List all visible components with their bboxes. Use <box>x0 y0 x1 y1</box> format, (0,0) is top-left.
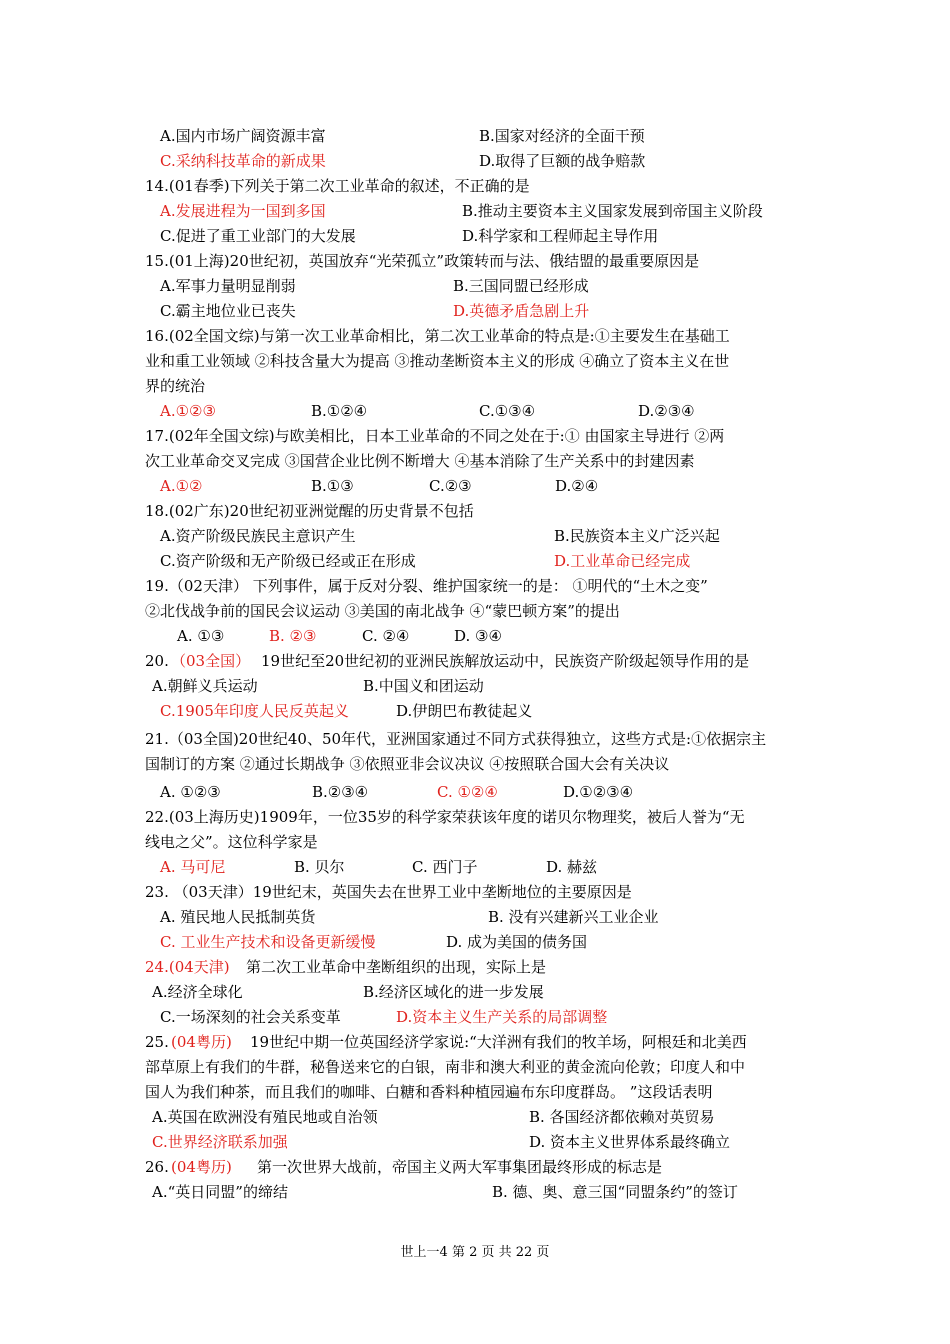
line-segment: 16.(02全国文综)与第一次工业革命相比，第二次工业革命的特点是:①主要发生在基础工 <box>145 327 730 345</box>
line-segment: D.科学家和工程师起主导作用 <box>462 227 659 245</box>
line-segment: 22.(03上海历史)1909年，一位35岁的科学家荣获该年度的诺贝尔物理奖，被后人誉为“无 <box>145 808 745 826</box>
line-segment: 17.(02年全国文综)与欧美相比，日本工业革命的不同之处在于:① 由国家主导进行 ②两 <box>145 427 725 445</box>
line-segment: 21.（03全国)20世纪40、50年代，亚洲国家通过不同方式获得独立，这些方式是:①依据宗主 <box>145 730 767 748</box>
line-segment: D. 资本主义世界体系最终确立 <box>529 1133 731 1151</box>
line-segment: A.资产阶级民族民主意识产生 <box>160 527 356 545</box>
line-segment: 14.(01春季)下列关于第二次工业革命的叙述，不正确的是 <box>145 177 530 195</box>
line-segment: B.三国同盟已经形成 <box>453 277 589 295</box>
line-segment: B.中国义和团运动 <box>363 677 484 695</box>
line-segment: A.经济全球化 <box>152 983 243 1001</box>
line-segment: D. 成为美国的债务国 <box>446 933 588 951</box>
line-segment: C. 西门子 <box>412 858 478 876</box>
line-segment: 国人为我们种茶，而且我们的咖啡、白糖和香料种植园遍布东印度群岛。 ”这段话表明 <box>145 1083 713 1101</box>
line-segment: A.国内市场广阔资源丰富 <box>160 127 326 145</box>
line-segment: 次工业革命交叉完成 ③国营企业比例不断增大 ④基本消除了生产关系中的封建因素 <box>145 452 695 470</box>
line-segment: C.一场深刻的社会关系变革 <box>160 1008 341 1026</box>
answer-text: C. ①②④ <box>437 783 498 801</box>
answer-text: C.1905年印度人民反英起义 <box>160 702 349 720</box>
line-segment: D.伊朗巴布教徒起义 <box>396 702 533 720</box>
line-segment: B.民族资本主义广泛兴起 <box>554 527 720 545</box>
line-segment: D.取得了巨额的战争赔款 <box>479 152 646 170</box>
line-segment: A. ①③ <box>177 627 225 645</box>
answer-text: （03全国） <box>171 652 251 670</box>
line-segment: 18.(02广东)20世纪初亚洲觉醒的历史背景不包括 <box>145 502 474 520</box>
line-segment: D. 赫兹 <box>546 858 598 876</box>
line-segment: 19世纪中期一位英国经济学家说:“大洋洲有我们的牧羊场，阿根廷和北美西 <box>250 1033 747 1051</box>
answer-text: D.工业革命已经完成 <box>554 552 691 570</box>
answer-text: (04粤历) <box>171 1033 232 1051</box>
line-segment: B.①③ <box>311 477 354 495</box>
answer-text: A. 马可尼 <box>160 858 226 876</box>
line-segment: 国制订的方案 ②通过长期战争 ③依照亚非会议决议 ④按照联合国大会有关决议 <box>145 755 670 773</box>
line-segment: B.国家对经济的全面干预 <box>479 127 645 145</box>
line-segment: B. 贝尔 <box>294 858 345 876</box>
answer-text: A.①② <box>160 477 203 495</box>
line-segment: 第一次世界大战前，帝国主义两大军事集团最终形成的标志是 <box>257 1158 663 1176</box>
line-segment: A. ①②③ <box>160 783 221 801</box>
answer-text: B. ②③ <box>269 627 317 645</box>
line-segment: C.霸主地位业已丧失 <box>160 302 296 320</box>
answer-text: D.资本主义生产关系的局部调整 <box>396 1008 608 1026</box>
answer-text: C.采纳科技革命的新成果 <box>160 152 326 170</box>
line-segment: 第二次工业革命中垄断组织的出现，实际上是 <box>246 958 547 976</box>
line-segment: 23. （03天津）19世纪末，英国失去在世界工业中垄断地位的主要原因是 <box>145 883 632 901</box>
line-segment: 15.(01上海)20世纪初，英国放弃“光荣孤立”政策转而与法、俄结盟的最重要原因是 <box>145 252 700 270</box>
answer-text: A.发展进程为一国到多国 <box>160 202 326 220</box>
line-segment: C. ②④ <box>362 627 410 645</box>
line-segment: B. 没有兴建新兴工业企业 <box>488 908 659 926</box>
line-segment: 业和重工业领域 ②科技含量大为提高 ③推动垄断资本主义的形成 ④确立了资本主义在世 <box>145 352 730 370</box>
answer-text: C.世界经济联系加强 <box>152 1133 288 1151</box>
line-segment: C.促进了重工业部门的大发展 <box>160 227 356 245</box>
line-segment: 线电之父”。这位科学家是 <box>145 833 318 851</box>
answer-text: 24.(04天津) <box>145 958 230 976</box>
line-segment: A.朝鲜义兵运动 <box>152 677 258 695</box>
line-segment: 25. <box>145 1033 169 1051</box>
page-footer: 世上一4 第 2 页 共 22 页 <box>400 1245 550 1260</box>
line-segment: 部草原上有我们的牛群，秘鲁送来它的白银，南非和澳大利亚的黄金流向伦敦；印度人和中 <box>145 1058 746 1076</box>
answer-text: A.①②③ <box>160 402 216 420</box>
line-segment: 26. <box>145 1158 169 1176</box>
line-segment: D.②③④ <box>638 402 695 420</box>
line-segment: A.英国在欧洲没有殖民地或自治领 <box>152 1108 378 1126</box>
line-segment: A. 殖民地人民抵制英货 <box>160 908 316 926</box>
line-segment: C.①③④ <box>479 402 536 420</box>
line-segment: 19世纪至20世纪初的亚洲民族解放运动中，民族资产阶级起领导作用的是 <box>261 652 750 670</box>
line-segment: D.②④ <box>555 477 599 495</box>
answer-text: (04粤历) <box>171 1158 232 1176</box>
line-segment: B. 各国经济都依赖对英贸易 <box>529 1108 715 1126</box>
line-segment: A.“英日同盟”的缔结 <box>152 1183 288 1201</box>
line-segment: B.经济区域化的进一步发展 <box>363 983 544 1001</box>
line-segment: 界的统治 <box>145 377 206 395</box>
answer-text: D.英德矛盾急剧上升 <box>453 302 590 320</box>
answer-text: C. 工业生产技术和设备更新缓慢 <box>160 933 376 951</box>
line-segment: 20. <box>145 652 169 670</box>
line-segment: ②北伐战争前的国民会议运动 ③美国的南北战争 ④“蒙巴顿方案”的提出 <box>145 602 620 620</box>
line-segment: B.②③④ <box>312 783 369 801</box>
line-segment: D.①②③④ <box>563 783 634 801</box>
line-segment: D. ③④ <box>454 627 502 645</box>
line-segment: A.军事力量明显削弱 <box>160 277 296 295</box>
line-segment: B.推动主要资本主义国家发展到帝国主义阶段 <box>462 202 763 220</box>
line-segment: B.①②④ <box>311 402 368 420</box>
line-segment: C.②③ <box>429 477 472 495</box>
line-segment: C.资产阶级和无产阶级已经或正在形成 <box>160 552 416 570</box>
line-segment: B. 德、奥、意三国“同盟条约”的签订 <box>492 1183 738 1201</box>
line-segment: 19.（02天津） 下列事件，属于反对分裂、维护国家统一的是： ①明代的“土木之变” <box>145 577 708 595</box>
